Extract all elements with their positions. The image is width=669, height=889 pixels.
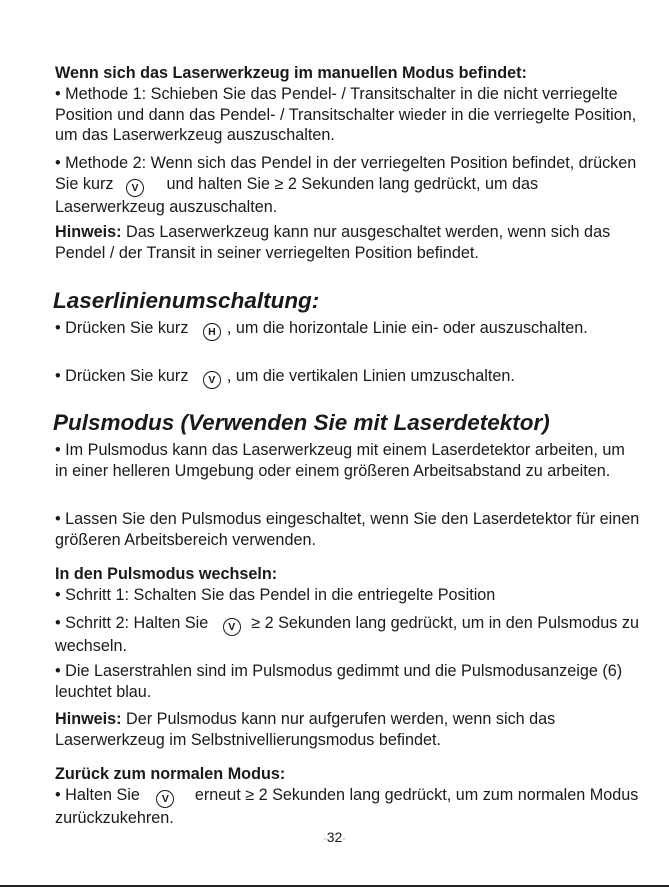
v-button-icon: V: [126, 179, 144, 197]
laser-line-switch-heading: Laserlinienumschaltung:: [53, 288, 320, 313]
step-2-text-a: • Schritt 2: Halten Sie: [55, 614, 209, 632]
manual-mode-title: Wenn sich das Laserwerkzeug im manuellen Modus befindet:: [55, 64, 527, 82]
horizontal-bullet-b: , um die horizontale Linie ein- oder auszuschalten.: [226, 319, 588, 337]
vertical-line-bullet: [55, 366, 640, 389]
enter-pulse-mode-subheading: In den Pulsmodus wechseln:: [55, 565, 278, 583]
pulse-bullet-1: • Im Pulsmodus kann das Laserwerkzeug mit einem Laserdetektor arbeiten, um in einer helleren Umgebung oder einem größeren Arbeitsabstand zu arbeiten.: [55, 441, 625, 480]
vertical-bullet-b: , um die vertikalen Linien umzuschalten.: [226, 367, 515, 385]
page-number-dash-left: -: [323, 833, 327, 845]
method-2-text-a: • Methode 2: Wenn sich das Pendel in der verriegelten Position befindet, drücken Sie kurz: [55, 154, 637, 193]
step-2-text-b: ≥ 2 Sekunden lang gedrückt, um in den Pulsmodus zu wechseln.: [55, 614, 639, 655]
pulse-bullet-3: • Die Laserstrahlen sind im Pulsmodus gedimmt und die Pulsmodusanzeige (6) leuchtet blau.: [55, 662, 623, 701]
step-2-text: [55, 613, 640, 657]
bottom-rule: [0, 885, 669, 887]
back-to-normal-subheading: Zurück zum normalen Modus:: [55, 765, 286, 783]
back-to-normal-text: [55, 785, 640, 829]
note-2-label: Hinweis:: [55, 710, 122, 728]
note-2-text: Der Pulsmodus kann nur aufgerufen werden, wenn sich das Laserwerkzeug im Selbstnivellierungsmodus befindet.: [55, 710, 556, 749]
method-1-text: • Methode 1: Schieben Sie das Pendel- / Transitschalter in die nicht verriegelte Position und dann das Pendel- / Transitschalter wieder in die verriegelte Position, um das Laserwerkzeug auszuschalten.: [55, 85, 637, 144]
page-number-value: 32: [326, 829, 343, 845]
v-button-icon: V: [156, 790, 174, 808]
v-button-icon: V: [203, 371, 221, 389]
back-text-a: • Halten Sie: [55, 786, 140, 804]
note-2: [55, 709, 640, 750]
method-2-text: [55, 153, 640, 217]
v-button-icon: V: [223, 618, 241, 636]
vertical-bullet-a: • Drücken Sie kurz: [55, 367, 189, 385]
method-2-text-b: und halten Sie ≥ 2 Sekunden lang gedrückt, um das Laserwerkzeug auszuschalten.: [55, 174, 539, 216]
note-1: [55, 222, 640, 263]
page-number-dash-right: -: [342, 833, 346, 845]
page-number: [0, 829, 669, 845]
step-1-text: • Schritt 1: Schalten Sie das Pendel in die entriegelte Position: [55, 586, 496, 604]
pulse-bullet-2: • Lassen Sie den Pulsmodus eingeschaltet, wenn Sie den Laserdetektor für einen größeren Arbeitsbereich verwenden.: [55, 510, 640, 549]
pulse-mode-heading: Pulsmodus (Verwenden Sie mit Laserdetektor): [53, 410, 550, 435]
horizontal-line-bullet: [55, 318, 640, 341]
back-text-b: erneut ≥ 2 Sekunden lang gedrückt, um zum normalen Modus zurückzukehren.: [55, 786, 639, 827]
note-1-label: Hinweis:: [55, 223, 122, 241]
note-1-text: Das Laserwerkzeug kann nur ausgeschaltet werden, wenn sich das Pendel / der Transit in seiner verriegelten Position befindet.: [55, 223, 611, 262]
h-button-icon: H: [203, 323, 221, 341]
horizontal-bullet-a: • Drücken Sie kurz: [55, 319, 189, 337]
